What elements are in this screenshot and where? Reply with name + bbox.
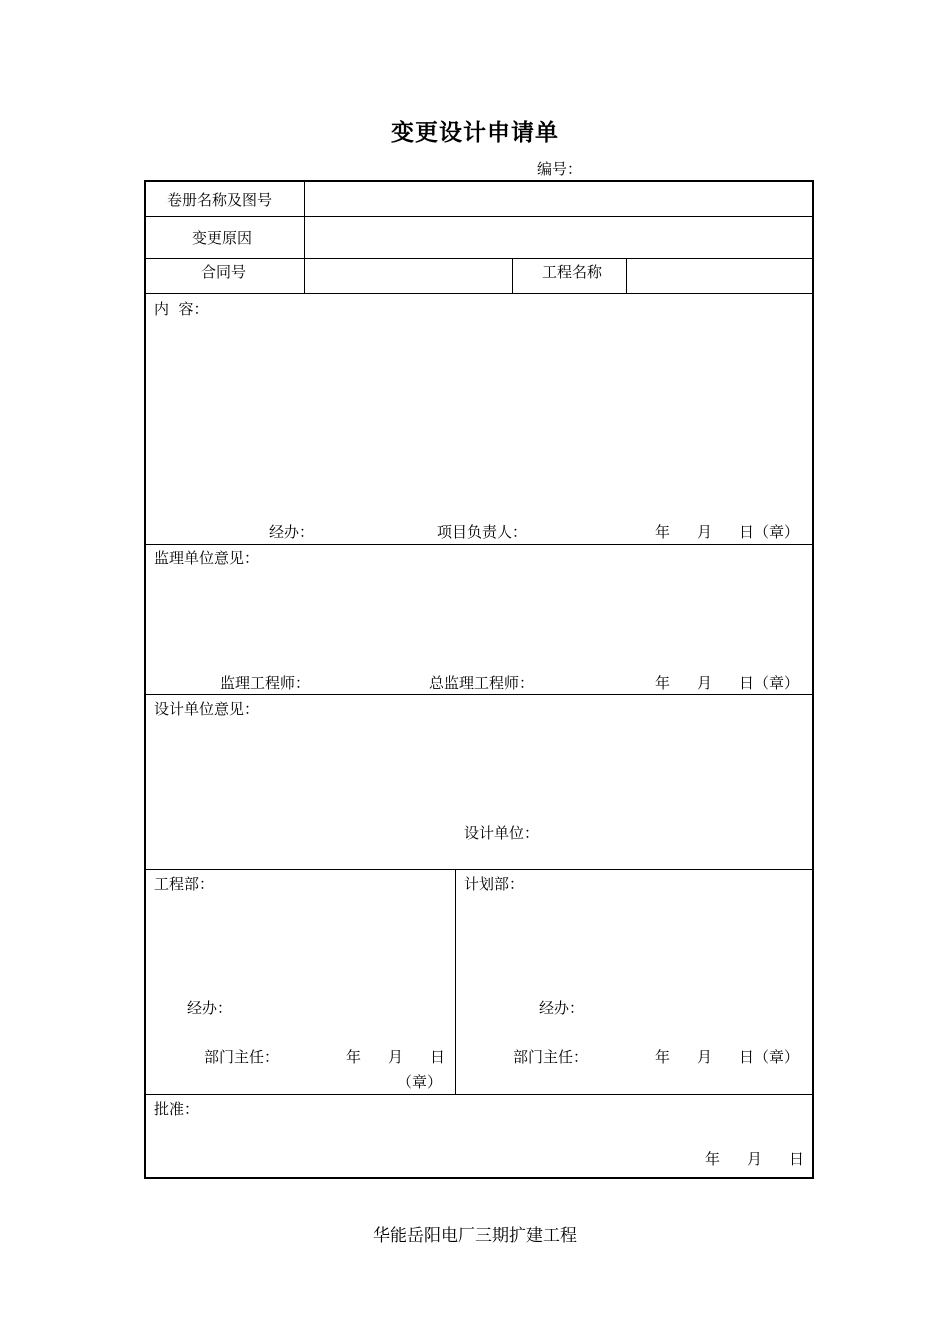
planning-date-year: 年 bbox=[655, 1048, 671, 1066]
supervision-date-year: 年 bbox=[655, 674, 671, 692]
engineering-director-label: 部门主任： bbox=[204, 1048, 280, 1066]
table-divider bbox=[144, 1094, 814, 1095]
planning-date-day-seal: 日（章） bbox=[739, 1048, 800, 1066]
drawing-number-label: 卷册名称及图号 bbox=[167, 191, 273, 209]
engineering-date-day: 日 bbox=[430, 1048, 446, 1066]
change-reason-label: 变更原因 bbox=[192, 229, 253, 247]
planning-dept-label: 计划部： bbox=[464, 875, 525, 893]
planning-date-month: 月 bbox=[697, 1048, 713, 1066]
table-divider bbox=[144, 293, 814, 294]
table-divider bbox=[144, 694, 814, 695]
engineering-dept-label: 工程部： bbox=[154, 875, 215, 893]
content-date-year: 年 bbox=[655, 523, 671, 541]
approval-label: 批准： bbox=[154, 1100, 200, 1118]
approval-date-day: 日 bbox=[789, 1150, 805, 1168]
project-name-label: 工程名称 bbox=[542, 263, 603, 281]
project-name-field[interactable] bbox=[628, 260, 812, 292]
change-reason-field[interactable] bbox=[306, 218, 812, 257]
serial-number-label: 编号： bbox=[537, 160, 583, 178]
contract-number-field[interactable] bbox=[306, 260, 511, 292]
content-date-day-seal: 日（章） bbox=[739, 523, 800, 541]
form-title: 变更设计申请单 bbox=[391, 119, 559, 146]
contract-number-label: 合同号 bbox=[201, 263, 247, 281]
supervision-opinion-label: 监理单位意见： bbox=[154, 549, 260, 567]
table-divider bbox=[626, 258, 627, 294]
engineering-handler-label: 经办： bbox=[187, 999, 233, 1017]
table-divider bbox=[144, 544, 814, 545]
table-divider bbox=[144, 869, 814, 870]
footer-project-name: 华能岳阳电厂三期扩建工程 bbox=[373, 1226, 577, 1246]
planning-handler-label: 经办： bbox=[539, 999, 585, 1017]
approval-date-year: 年 bbox=[705, 1150, 721, 1168]
table-divider bbox=[144, 216, 814, 217]
content-handler-label: 经办： bbox=[269, 523, 315, 541]
engineering-date-month: 月 bbox=[388, 1048, 404, 1066]
planning-director-label: 部门主任： bbox=[513, 1048, 589, 1066]
table-divider bbox=[455, 869, 456, 1095]
supervision-date-day-seal: 日（章） bbox=[739, 674, 800, 692]
supervision-engineer-label: 监理工程师： bbox=[220, 674, 311, 692]
design-opinion-label: 设计单位意见： bbox=[154, 700, 260, 718]
content-label: 内 容： bbox=[154, 300, 209, 318]
drawing-number-field[interactable] bbox=[306, 182, 812, 215]
chief-engineer-label: 总监理工程师： bbox=[429, 674, 535, 692]
table-divider bbox=[304, 180, 305, 294]
engineering-seal: （章） bbox=[397, 1073, 443, 1091]
design-unit-label: 设计单位： bbox=[464, 824, 540, 842]
project-lead-label: 项目负责人： bbox=[437, 523, 528, 541]
table-divider bbox=[144, 258, 814, 259]
supervision-date-month: 月 bbox=[697, 674, 713, 692]
table-divider bbox=[512, 258, 513, 294]
engineering-date-year: 年 bbox=[346, 1048, 362, 1066]
content-date-month: 月 bbox=[697, 523, 713, 541]
approval-date-month: 月 bbox=[747, 1150, 763, 1168]
